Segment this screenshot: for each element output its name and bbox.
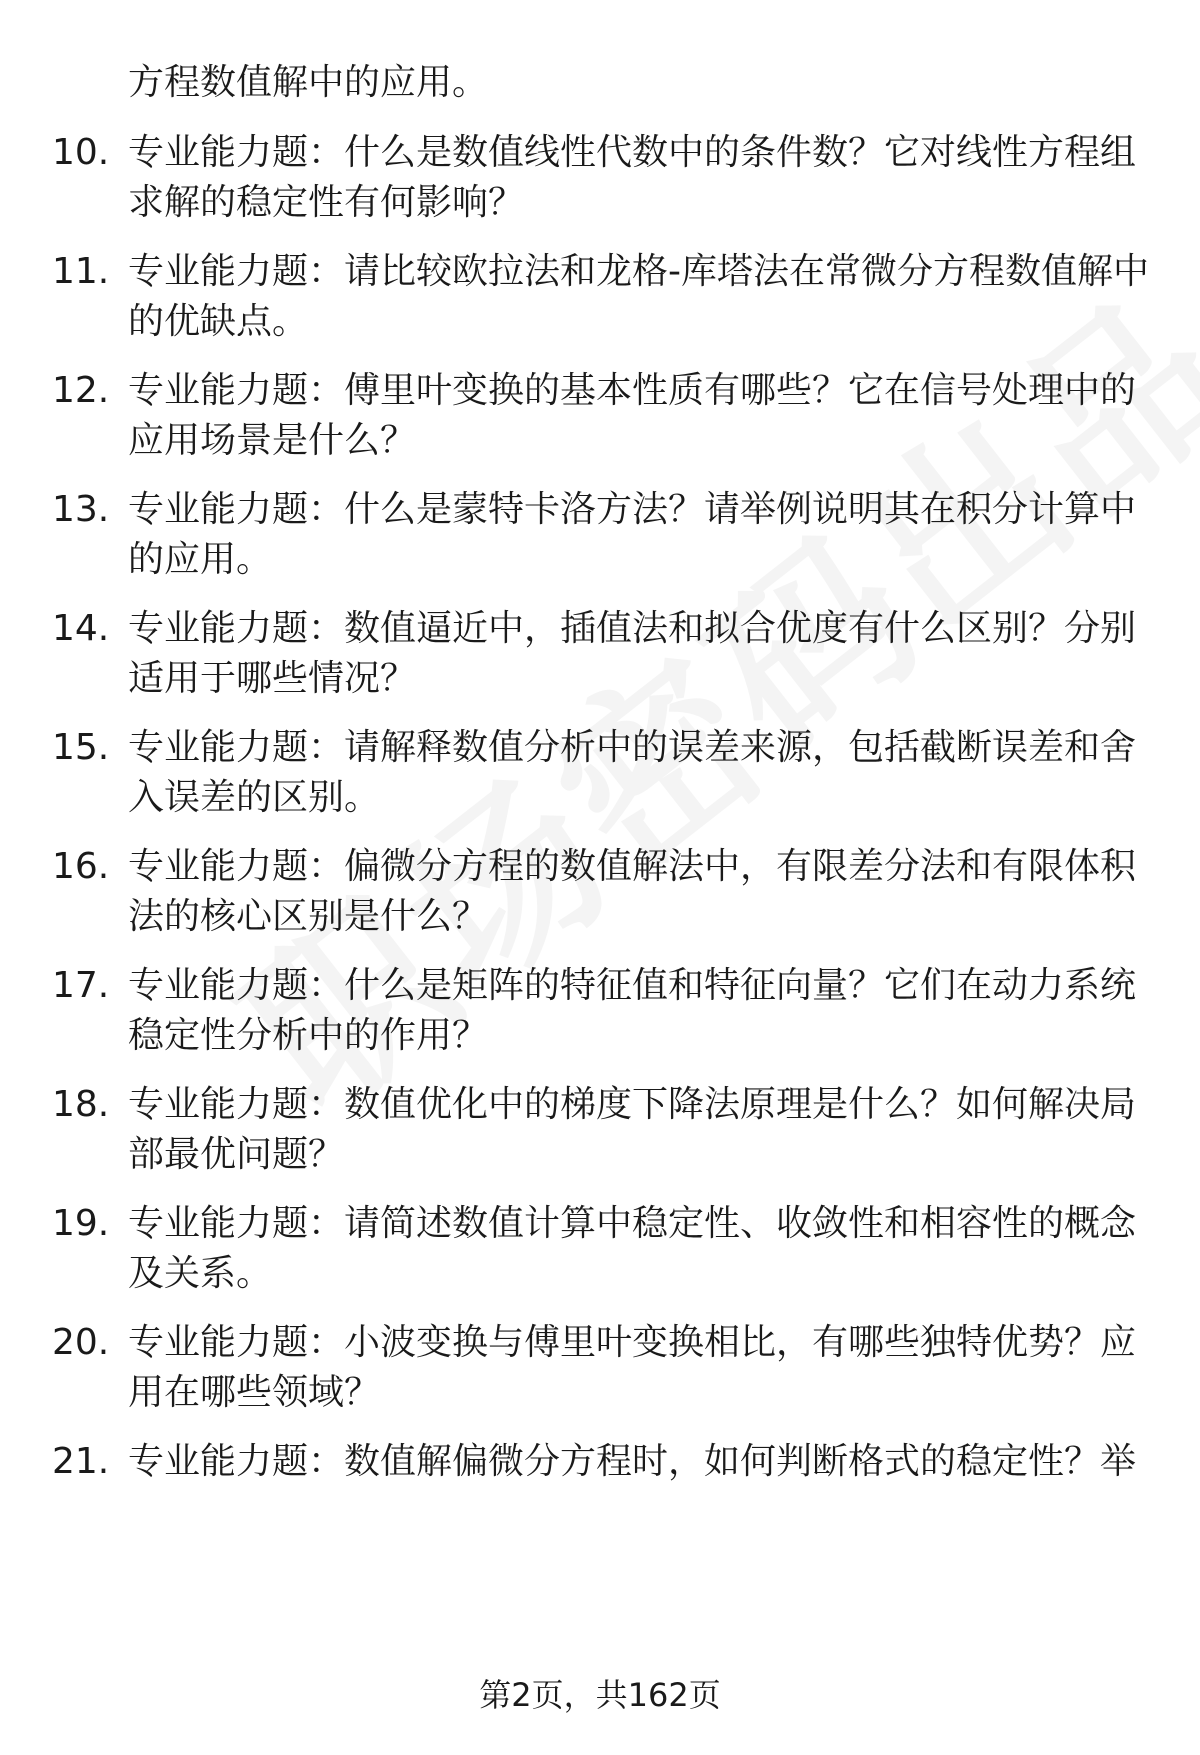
question-line: 专业能力题：数值解偏微分方程时，如何判断格式的稳定性？举 [128, 1441, 1137, 1482]
question-number: 15. [52, 727, 110, 768]
question-item [0, 1437, 1200, 1491]
question-number: 14. [52, 608, 110, 649]
question-number: 12. [52, 370, 110, 411]
question-text [128, 247, 1148, 347]
question-line: 法的核心区别是什么？ [128, 896, 489, 937]
question-line: 的应用。 [128, 539, 273, 580]
question-text [128, 723, 1148, 823]
question-item [0, 1318, 1200, 1422]
question-text [128, 1318, 1148, 1418]
question-item [0, 485, 1200, 589]
question-text [128, 1199, 1148, 1299]
question-line: 及关系。 [128, 1253, 273, 1294]
page-footer: 第2页，共162页 [479, 1676, 721, 1714]
question-item [0, 1080, 1200, 1184]
question-line: 求解的稳定性有何影响？ [128, 182, 525, 223]
question-text [128, 961, 1148, 1061]
question-line: 专业能力题：什么是蒙特卡洛方法？请举例说明其在积分计算中 [128, 489, 1137, 530]
question-text [128, 604, 1148, 704]
question-text [128, 128, 1148, 228]
question-number: 21. [52, 1441, 110, 1482]
question-line: 专业能力题：小波变换与傅里叶变换相比，有哪些独特优势？应 [128, 1322, 1137, 1363]
question-line: 专业能力题：请简述数值计算中稳定性、收敛性和相容性的概念 [128, 1203, 1137, 1244]
question-line: 专业能力题：什么是矩阵的特征值和特征向量？它们在动力系统 [128, 965, 1137, 1006]
question-number: 13. [52, 489, 110, 530]
question-line: 适用于哪些情况？ [128, 658, 417, 699]
question-text [128, 485, 1148, 585]
question-text [128, 1080, 1148, 1180]
question-line: 专业能力题：请解释数值分析中的误差来源，包括截断误差和舍 [128, 727, 1137, 768]
question-number: 11. [52, 251, 110, 292]
question-line: 应用场景是什么？ [128, 420, 417, 461]
question-number: 20. [52, 1322, 110, 1363]
question-item [0, 1199, 1200, 1303]
question-number: 10. [52, 132, 110, 173]
question-text [128, 1437, 1148, 1487]
question-line: 专业能力题：偏微分方程的数值解法中，有限差分法和有限体积 [128, 846, 1137, 887]
question-item [0, 842, 1200, 946]
question-item [0, 604, 1200, 708]
question-number: 17. [52, 965, 110, 1006]
question-text [128, 842, 1148, 942]
question-item [0, 723, 1200, 827]
question-item [0, 247, 1200, 351]
question-line: 稳定性分析中的作用？ [128, 1015, 489, 1056]
question-line: 专业能力题：请比较欧拉法和龙格-库塔法在常微分方程数值解中 [128, 251, 1149, 292]
question-line: 的优缺点。 [128, 301, 309, 342]
question-number: 16. [52, 846, 110, 887]
question-line: 用在哪些领域？ [128, 1372, 381, 1413]
question-item [0, 366, 1200, 470]
question-line: 专业能力题：傅里叶变换的基本性质有哪些？它在信号处理中的 [128, 370, 1137, 411]
question-line: 部最优问题？ [128, 1134, 345, 1175]
question-number: 18. [52, 1084, 110, 1125]
question-line: 专业能力题：数值优化中的梯度下降法原理是什么？如何解决局 [128, 1084, 1137, 1125]
question-item [0, 128, 1200, 232]
question-line: 入误差的区别。 [128, 777, 381, 818]
question-line: 专业能力题：什么是数值线性代数中的条件数？它对线性方程组 [128, 132, 1137, 173]
question-item [0, 961, 1200, 1065]
question-line: 专业能力题：数值逼近中，插值法和拟合优度有什么区别？分别 [128, 608, 1137, 649]
question-text [128, 366, 1148, 466]
continuation-text: 方程数值解中的应用。 [128, 62, 489, 103]
question-number: 19. [52, 1203, 110, 1244]
